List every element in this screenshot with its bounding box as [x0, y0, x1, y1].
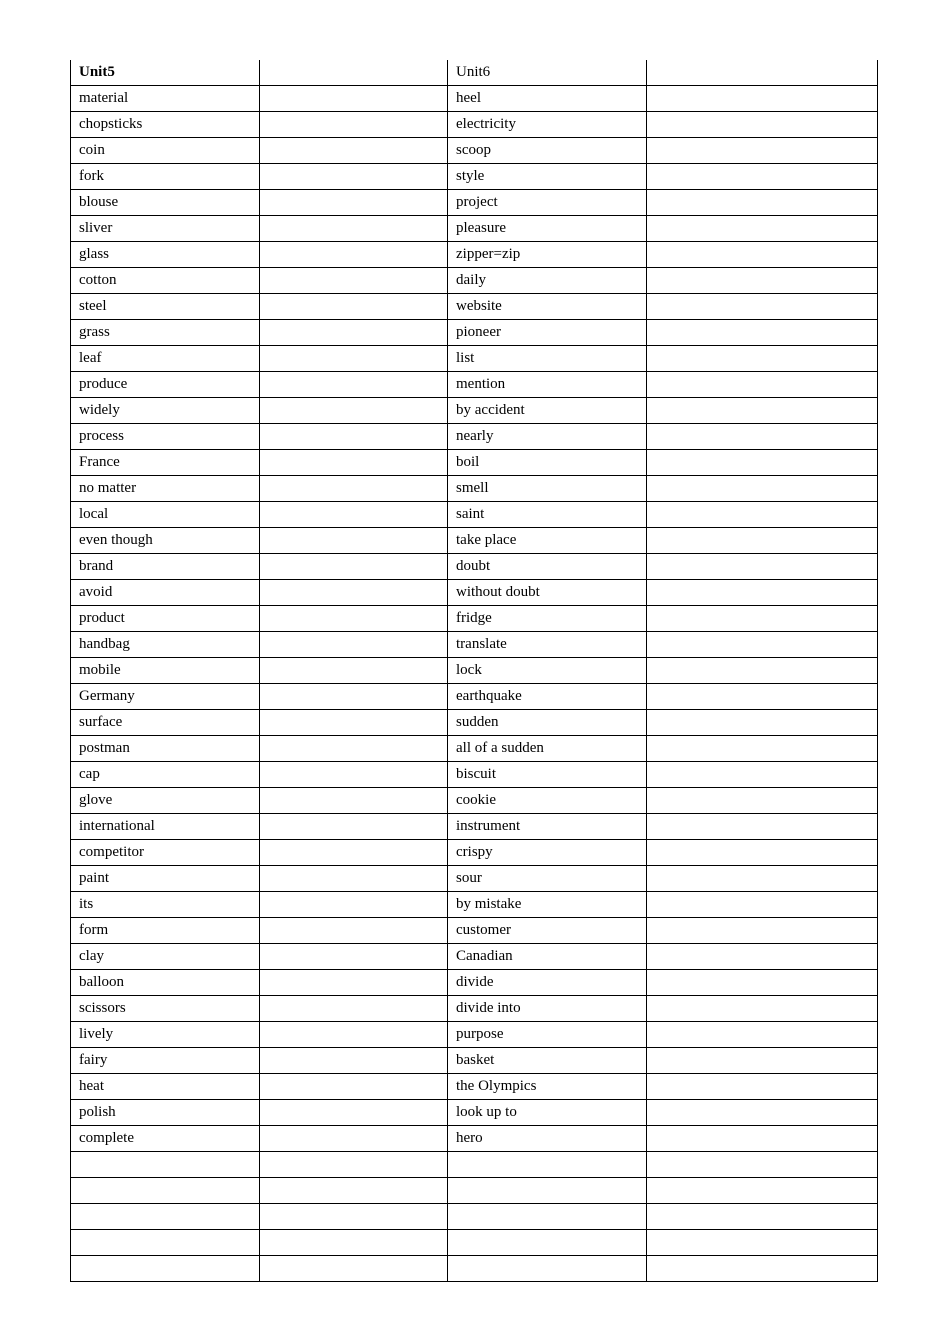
unit5-blank-cell — [260, 294, 448, 320]
unit6-blank-cell — [647, 190, 878, 216]
table-row — [71, 112, 878, 138]
unit5-blank-cell — [260, 892, 448, 918]
unit5-blank-cell — [260, 944, 448, 970]
unit6-word: Canadian — [448, 944, 647, 970]
unit6-word: customer — [448, 918, 647, 944]
unit6-blank-cell — [647, 528, 878, 554]
unit6-blank-cell — [647, 320, 878, 346]
empty-cell — [448, 1152, 647, 1178]
unit6-word: style — [448, 164, 647, 190]
unit6-word: instrument — [448, 814, 647, 840]
table-row — [71, 1022, 878, 1048]
unit5-word: complete — [71, 1126, 260, 1152]
unit6-word: take place — [448, 528, 647, 554]
unit5-word: handbag — [71, 632, 260, 658]
unit5-blank-cell — [260, 1048, 448, 1074]
unit5-blank-cell — [260, 710, 448, 736]
unit6-word: doubt — [448, 554, 647, 580]
unit5-blank-cell — [260, 606, 448, 632]
empty-cell — [260, 1152, 448, 1178]
table-row — [71, 1126, 878, 1152]
unit5-word: glove — [71, 788, 260, 814]
table-row — [71, 632, 878, 658]
table-row — [71, 1048, 878, 1074]
unit6-blank-cell — [647, 1048, 878, 1074]
unit6-word: heel — [448, 86, 647, 112]
unit6-word: boil — [448, 450, 647, 476]
unit5-word: Germany — [71, 684, 260, 710]
unit5-blank-cell — [260, 840, 448, 866]
unit6-word: divide — [448, 970, 647, 996]
unit5-blank-cell — [260, 86, 448, 112]
unit5-blank-cell — [260, 502, 448, 528]
unit5-blank-cell — [260, 658, 448, 684]
unit5-word: glass — [71, 242, 260, 268]
table-row — [71, 138, 878, 164]
unit5-word: sliver — [71, 216, 260, 242]
unit6-word: sudden — [448, 710, 647, 736]
unit5-word: product — [71, 606, 260, 632]
unit6-blank-cell — [647, 164, 878, 190]
unit5-blank-cell — [260, 970, 448, 996]
unit5-word: produce — [71, 372, 260, 398]
table-row — [71, 684, 878, 710]
table-row — [71, 606, 878, 632]
unit6-word: hero — [448, 1126, 647, 1152]
table-row — [71, 658, 878, 684]
unit6-blank-cell — [647, 1074, 878, 1100]
unit5-word: competitor — [71, 840, 260, 866]
unit6-word: translate — [448, 632, 647, 658]
unit5-blank-cell — [260, 320, 448, 346]
unit5-word: no matter — [71, 476, 260, 502]
unit6-word: sour — [448, 866, 647, 892]
unit5-word: cotton — [71, 268, 260, 294]
unit5-blank-cell — [260, 138, 448, 164]
unit5-blank-cell — [260, 242, 448, 268]
unit5-word: surface — [71, 710, 260, 736]
table-row — [71, 346, 878, 372]
empty-cell — [448, 1230, 647, 1256]
unit5-blank-cell — [260, 632, 448, 658]
table-row — [71, 970, 878, 996]
unit6-word: look up to — [448, 1100, 647, 1126]
unit6-word: pleasure — [448, 216, 647, 242]
unit6-blank-cell — [647, 424, 878, 450]
unit6-word: lock — [448, 658, 647, 684]
unit6-blank-cell — [647, 918, 878, 944]
empty-cell — [647, 1256, 878, 1282]
unit6-blank-cell — [647, 86, 878, 112]
unit5-blank-cell — [260, 372, 448, 398]
table-row — [71, 86, 878, 112]
table-row — [71, 554, 878, 580]
unit6-blank-cell — [647, 216, 878, 242]
vocabulary-table — [70, 60, 878, 1282]
unit5-word: its — [71, 892, 260, 918]
unit6-word: biscuit — [448, 762, 647, 788]
unit6-word: nearly — [448, 424, 647, 450]
unit6-word: basket — [448, 1048, 647, 1074]
unit5-word: chopsticks — [71, 112, 260, 138]
unit6-blank-cell — [647, 502, 878, 528]
unit5-word: process — [71, 424, 260, 450]
unit5-word: international — [71, 814, 260, 840]
unit5-word: widely — [71, 398, 260, 424]
unit5-blank-cell — [260, 450, 448, 476]
empty-cell — [448, 1256, 647, 1282]
empty-cell — [71, 1178, 260, 1204]
unit6-blank-cell — [647, 1126, 878, 1152]
empty-cell — [260, 1204, 448, 1230]
unit6-word: divide into — [448, 996, 647, 1022]
unit5-blank-cell — [260, 788, 448, 814]
unit6-blank-cell — [647, 970, 878, 996]
unit6-blank-cell — [647, 788, 878, 814]
unit5-word: brand — [71, 554, 260, 580]
unit5-blank-cell — [260, 996, 448, 1022]
table-row — [71, 294, 878, 320]
unit6-word: electricity — [448, 112, 647, 138]
table-row — [71, 320, 878, 346]
unit6-word: daily — [448, 268, 647, 294]
table-row — [71, 1074, 878, 1100]
unit6-word: cookie — [448, 788, 647, 814]
table-row — [71, 268, 878, 294]
table-row — [71, 398, 878, 424]
table-row — [71, 502, 878, 528]
unit6-word: crispy — [448, 840, 647, 866]
unit6-blank-cell — [647, 684, 878, 710]
table-row — [71, 450, 878, 476]
unit6-blank-cell — [647, 398, 878, 424]
unit6-blank-cell — [647, 710, 878, 736]
unit5-word: cap — [71, 762, 260, 788]
unit6-blank-cell — [647, 580, 878, 606]
unit6-word: earthquake — [448, 684, 647, 710]
unit5-word: polish — [71, 1100, 260, 1126]
unit6-blank-cell — [647, 606, 878, 632]
unit6-word: smell — [448, 476, 647, 502]
unit5-word: fork — [71, 164, 260, 190]
unit6-word: fridge — [448, 606, 647, 632]
empty-cell — [448, 1204, 647, 1230]
unit5-word: lively — [71, 1022, 260, 1048]
empty-cell — [647, 1230, 878, 1256]
empty-cell — [647, 1178, 878, 1204]
unit5-word: France — [71, 450, 260, 476]
table-row — [71, 866, 878, 892]
unit5-word: local — [71, 502, 260, 528]
table-row — [71, 216, 878, 242]
unit5-blank-cell — [260, 476, 448, 502]
table-row — [71, 840, 878, 866]
unit5-blank-cell — [260, 1074, 448, 1100]
empty-row — [71, 1152, 878, 1178]
table-row — [71, 424, 878, 450]
table-row — [71, 944, 878, 970]
empty-row — [71, 1204, 878, 1230]
unit5-blank-cell — [260, 580, 448, 606]
unit6-blank-cell — [647, 60, 878, 86]
unit6-word: scoop — [448, 138, 647, 164]
unit5-blank-cell — [260, 60, 448, 86]
unit5-blank-cell — [260, 164, 448, 190]
unit5-word: steel — [71, 294, 260, 320]
table-row — [71, 996, 878, 1022]
unit5-blank-cell — [260, 866, 448, 892]
table-row — [71, 190, 878, 216]
unit5-word: blouse — [71, 190, 260, 216]
unit6-word: by mistake — [448, 892, 647, 918]
unit6-word: mention — [448, 372, 647, 398]
table-row — [71, 1100, 878, 1126]
empty-row — [71, 1256, 878, 1282]
unit6-blank-cell — [647, 242, 878, 268]
unit6-blank-cell — [647, 372, 878, 398]
unit5-word: paint — [71, 866, 260, 892]
unit5-word: coin — [71, 138, 260, 164]
empty-cell — [647, 1152, 878, 1178]
table-row — [71, 164, 878, 190]
unit6-blank-cell — [647, 944, 878, 970]
unit6-blank-cell — [647, 814, 878, 840]
unit6-blank-cell — [647, 476, 878, 502]
unit5-blank-cell — [260, 1126, 448, 1152]
unit5-blank-cell — [260, 424, 448, 450]
empty-row — [71, 1178, 878, 1204]
table-row — [71, 736, 878, 762]
table-row — [71, 580, 878, 606]
unit6-blank-cell — [647, 866, 878, 892]
empty-cell — [260, 1256, 448, 1282]
empty-cell — [71, 1230, 260, 1256]
unit6-word: website — [448, 294, 647, 320]
unit5-word: material — [71, 86, 260, 112]
header-row — [71, 60, 878, 86]
table-row — [71, 242, 878, 268]
unit6-word: list — [448, 346, 647, 372]
unit6-word: project — [448, 190, 647, 216]
table-row — [71, 918, 878, 944]
unit6-blank-cell — [647, 996, 878, 1022]
empty-row — [71, 1230, 878, 1256]
unit5-blank-cell — [260, 268, 448, 294]
unit5-blank-cell — [260, 762, 448, 788]
empty-cell — [71, 1256, 260, 1282]
unit6-blank-cell — [647, 294, 878, 320]
unit6-blank-cell — [647, 892, 878, 918]
unit6-blank-cell — [647, 762, 878, 788]
unit6-blank-cell — [647, 736, 878, 762]
unit6-blank-cell — [647, 658, 878, 684]
unit6-blank-cell — [647, 112, 878, 138]
empty-cell — [71, 1152, 260, 1178]
table-row — [71, 814, 878, 840]
unit6-header: Unit6 — [448, 60, 647, 86]
unit5-blank-cell — [260, 1022, 448, 1048]
table-row — [71, 476, 878, 502]
unit5-blank-cell — [260, 918, 448, 944]
unit6-word: zipper=zip — [448, 242, 647, 268]
unit6-blank-cell — [647, 268, 878, 294]
empty-cell — [448, 1178, 647, 1204]
unit5-word: grass — [71, 320, 260, 346]
table-row — [71, 892, 878, 918]
unit6-word: without doubt — [448, 580, 647, 606]
table-row — [71, 762, 878, 788]
unit5-blank-cell — [260, 814, 448, 840]
unit6-word: all of a sudden — [448, 736, 647, 762]
unit5-header: Unit5 — [71, 60, 260, 86]
table-row — [71, 710, 878, 736]
unit5-blank-cell — [260, 528, 448, 554]
empty-cell — [260, 1178, 448, 1204]
unit5-blank-cell — [260, 736, 448, 762]
unit5-word: postman — [71, 736, 260, 762]
unit6-blank-cell — [647, 1022, 878, 1048]
table-row — [71, 528, 878, 554]
unit5-blank-cell — [260, 1100, 448, 1126]
unit5-word: clay — [71, 944, 260, 970]
unit6-blank-cell — [647, 138, 878, 164]
unit5-word: fairy — [71, 1048, 260, 1074]
unit5-word: avoid — [71, 580, 260, 606]
unit5-blank-cell — [260, 190, 448, 216]
unit5-word: scissors — [71, 996, 260, 1022]
unit6-word: pioneer — [448, 320, 647, 346]
unit6-word: saint — [448, 502, 647, 528]
unit5-word: heat — [71, 1074, 260, 1100]
unit6-blank-cell — [647, 632, 878, 658]
unit6-blank-cell — [647, 554, 878, 580]
unit5-blank-cell — [260, 684, 448, 710]
unit5-blank-cell — [260, 554, 448, 580]
unit6-blank-cell — [647, 450, 878, 476]
unit5-word: form — [71, 918, 260, 944]
unit6-word: by accident — [448, 398, 647, 424]
unit5-blank-cell — [260, 398, 448, 424]
unit6-blank-cell — [647, 840, 878, 866]
unit5-blank-cell — [260, 216, 448, 242]
empty-cell — [647, 1204, 878, 1230]
empty-cell — [71, 1204, 260, 1230]
unit5-blank-cell — [260, 346, 448, 372]
unit5-blank-cell — [260, 112, 448, 138]
unit6-blank-cell — [647, 1100, 878, 1126]
vocabulary-table-body — [71, 60, 878, 1282]
table-row — [71, 372, 878, 398]
unit6-blank-cell — [647, 346, 878, 372]
unit5-word: balloon — [71, 970, 260, 996]
unit5-word: leaf — [71, 346, 260, 372]
unit5-word: even though — [71, 528, 260, 554]
unit6-word: the Olympics — [448, 1074, 647, 1100]
empty-cell — [260, 1230, 448, 1256]
unit6-word: purpose — [448, 1022, 647, 1048]
unit5-word: mobile — [71, 658, 260, 684]
table-row — [71, 788, 878, 814]
